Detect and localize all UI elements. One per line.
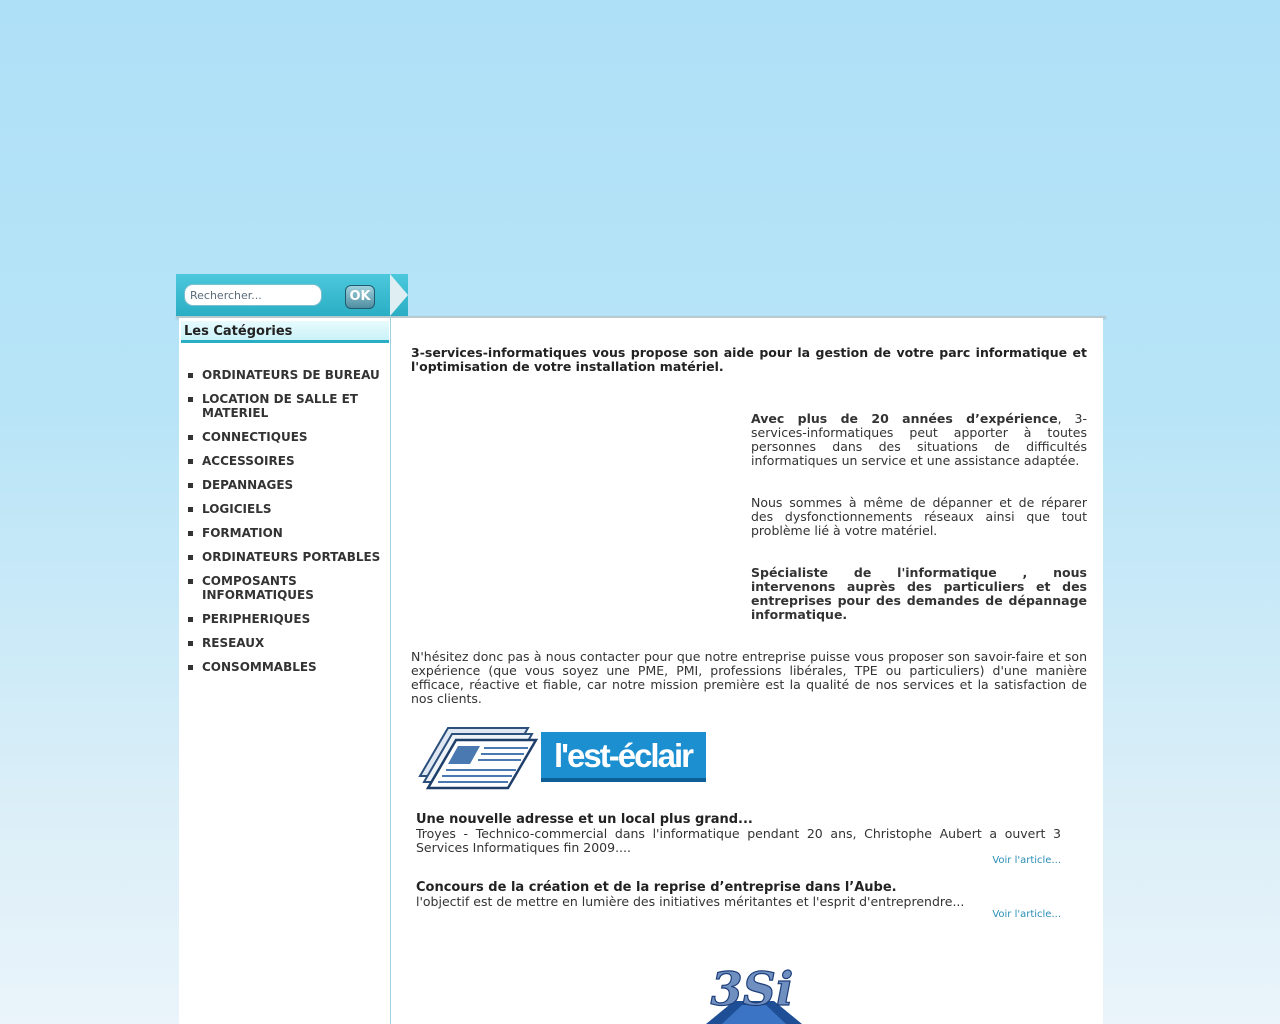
category-label: CONSOMMABLES — [202, 660, 317, 674]
square-bullet-icon — [188, 617, 193, 622]
est-eclair-logo[interactable] — [418, 720, 708, 796]
category-list — [179, 368, 389, 684]
article-summary: Troyes - Technico-commercial dans l'informatique pendant 20 ans, Christophe Aubert a ouvert 3 Services Informatiques fin 2009.... — [416, 826, 1061, 855]
category-item-logiciels[interactable] — [179, 502, 389, 516]
search-bar-arrow — [390, 274, 408, 316]
category-item-formation[interactable] — [179, 526, 389, 540]
main-content — [391, 318, 1103, 1024]
s3i-logo-text: 3Si — [710, 962, 794, 1016]
category-label: RESEAUX — [202, 636, 265, 650]
newspaper-icon — [420, 728, 536, 788]
square-bullet-icon — [188, 373, 193, 378]
category-label: FORMATION — [202, 526, 283, 540]
experience-text: , 3-services-informatiques peut apporter à toutes personnes dans des situations de difficultés informatiques un service et une assistance adaptée. — [751, 411, 1087, 468]
contact-paragraph: N'hésitez donc pas à nous contacter pour que notre entreprise puisse vous proposer son savoir-faire et son expérience (que vous soyez une PME, PMI, professions libérales, TPE ou particuliers) d'une manière efficace, réactive et fiable, car notre mission première est la qualité de nos services et la satisfaction de nos clients. — [411, 649, 1087, 706]
category-item-ordinateurs-de-bureau[interactable] — [179, 368, 389, 382]
intro-text: 3-services-informatiques vous propose son aide pour la gestion de votre parc informatique et l'optimisation de votre installation matériel. — [411, 345, 1087, 374]
category-label: ORDINATEURS PORTABLES — [202, 550, 381, 564]
experience-paragraph — [751, 412, 1087, 468]
category-item-ordinateurs-portables[interactable] — [179, 550, 389, 564]
article-title: Concours de la création et de la reprise d’entreprise dans l’Aube. — [416, 880, 897, 895]
press-logo-text: l'est-éclair — [554, 737, 692, 774]
repair-paragraph: Nous sommes à même de dépanner et de réparer des dysfonctionnements réseaux ainsi que tout problème lié à votre matériel. — [751, 495, 1087, 538]
read-article-link[interactable]: Voir l'article... — [992, 909, 1061, 920]
category-label: ORDINATEURS DE BUREAU — [202, 368, 380, 382]
article-summary: l'objectif est de mettre en lumière des initiatives méritantes et l'esprit d'entreprendre... — [416, 894, 965, 909]
square-bullet-icon — [188, 641, 193, 646]
category-item-composants-informatiques[interactable] — [179, 574, 389, 602]
read-article-link[interactable]: Voir l'article... — [992, 855, 1061, 866]
category-item-consommables[interactable] — [179, 660, 389, 674]
article-title: Une nouvelle adresse et un local plus grand... — [416, 812, 753, 827]
category-label: PERIPHERIQUES — [202, 612, 311, 626]
specialist-paragraph: Spécialiste de l'informatique , nous intervenons auprès des particuliers et des entreprises pour des demandes de dépannage informatique. — [751, 565, 1087, 622]
square-bullet-icon — [188, 665, 193, 670]
sidebar-title: Les Catégories — [181, 321, 389, 343]
square-bullet-icon — [188, 507, 193, 512]
square-bullet-icon — [188, 435, 193, 440]
category-item-connectiques[interactable] — [179, 430, 389, 444]
category-label: COMPOSANTS INFORMATIQUES — [202, 574, 314, 602]
square-bullet-icon — [188, 531, 193, 536]
category-item-accessoires[interactable] — [179, 454, 389, 468]
experience-highlight: Avec plus de 20 années d’expérience — [751, 411, 1058, 426]
s3i-company-logo — [704, 953, 804, 1024]
square-bullet-icon — [188, 579, 193, 584]
category-item-peripheriques[interactable] — [179, 612, 389, 626]
category-item-location-de-salle[interactable] — [179, 392, 389, 420]
search-ok-button[interactable]: OK — [345, 285, 375, 309]
category-label: CONNECTIQUES — [202, 430, 308, 444]
category-item-reseaux[interactable] — [179, 636, 389, 650]
square-bullet-icon — [188, 555, 193, 560]
sidebar — [179, 318, 391, 1024]
presentation-column — [751, 412, 1087, 622]
square-bullet-icon — [188, 459, 193, 464]
category-label: LOCATION DE SALLE ET MATERIEL — [202, 392, 358, 420]
category-label: LOGICIELS — [202, 502, 272, 516]
square-bullet-icon — [188, 397, 193, 402]
news-article — [416, 880, 1061, 920]
square-bullet-icon — [188, 483, 193, 488]
search-input[interactable] — [184, 284, 322, 306]
news-article — [416, 812, 1061, 866]
category-label: ACCESSOIRES — [202, 454, 295, 468]
category-item-depannages[interactable] — [179, 478, 389, 492]
category-label: DEPANNAGES — [202, 478, 294, 492]
